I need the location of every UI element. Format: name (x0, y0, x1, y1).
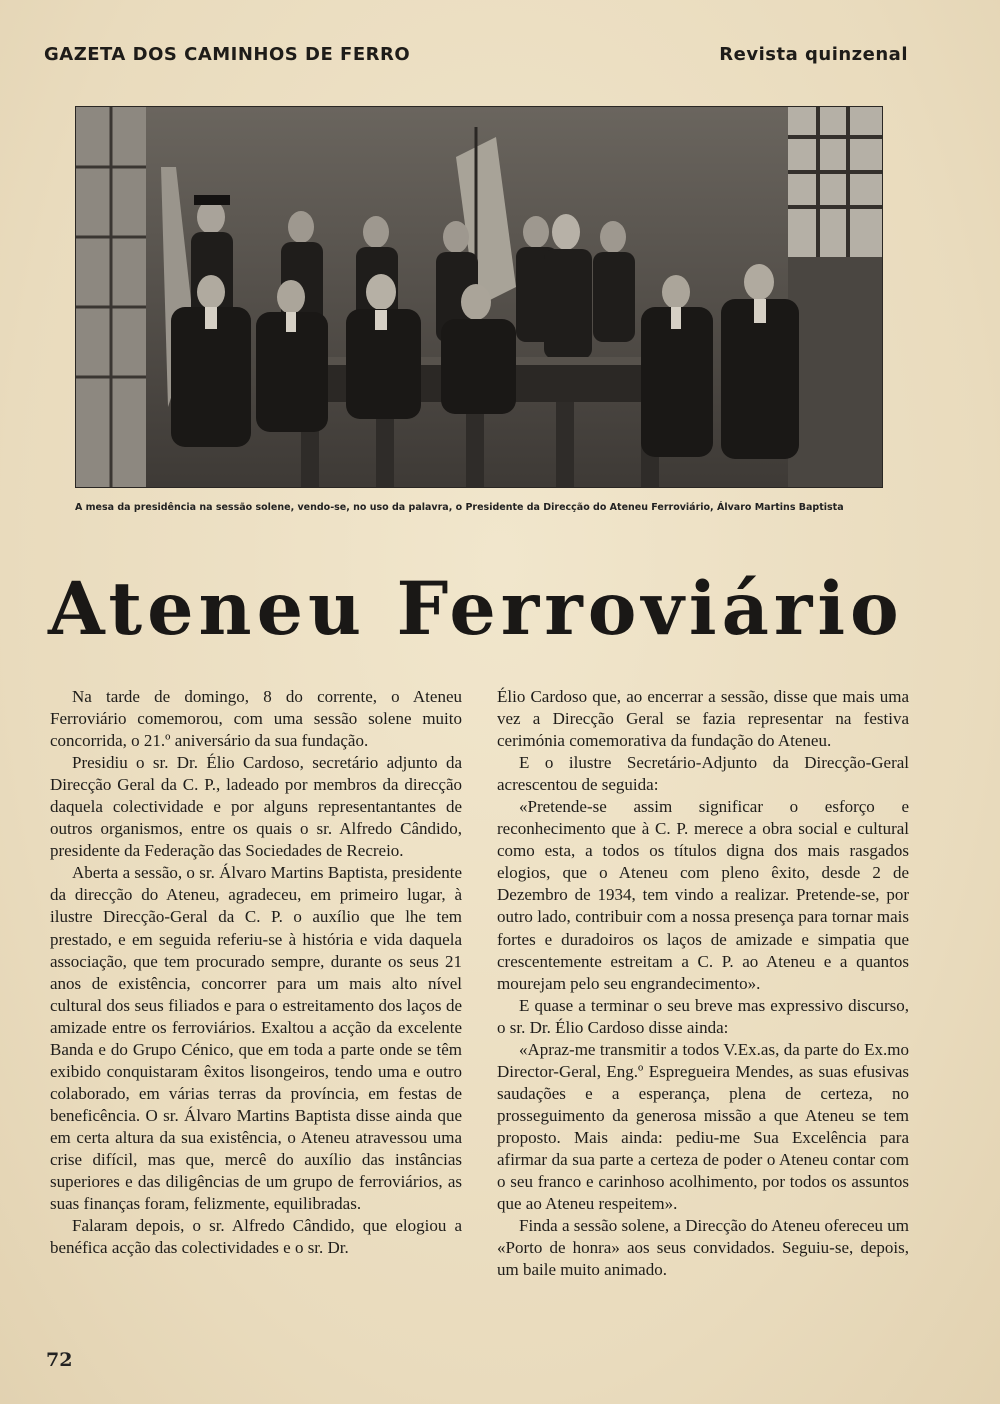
ceremony-photo (75, 106, 883, 488)
ceremony-photo-illustration (76, 107, 882, 487)
paragraph: Presidiu o sr. Dr. Élio Cardoso, secretário adjunto da Direcção Geral da C. P., ladeado por membros da direcção daquela colectividade e por alguns representantantes de outros organismos, entre os quais o sr. Alfredo Cândido, presidente da Federação das Sociedades de Recreio. (50, 753, 462, 861)
publication-frequency: Revista quinzenal (719, 44, 908, 65)
article-title: Ateneu Ferroviário (48, 566, 904, 652)
article-column-right (497, 686, 909, 1281)
publication-title: GAZETA DOS CAMINHOS DE FERRO (44, 44, 411, 65)
photo-caption: A mesa da presidência na sessão solene, vendo-se, no uso da palavra, o Presidente da Direcção do Ateneu Ferroviário, Álvaro Martins Baptista (75, 502, 844, 513)
article-column-left (50, 686, 462, 1259)
page-number: 72 (46, 1349, 73, 1371)
paragraph: E quase a terminar o seu breve mas expressivo discurso, o sr. Dr. Élio Cardoso disse ainda: (497, 995, 909, 1037)
paragraph: E o ilustre Secretário-Adjunto da Direcção-Geral acrescentou de seguida: (497, 753, 909, 795)
paragraph: «Apraz-me transmitir a todos V.Ex.as, da parte do Ex.mo Director-Geral, Eng.º Espregueira Mendes, as suas efusivas saudações e a esperança, plena de certeza, no prosseguimento da generosa missão a que Ateneu se tem proposto. Mais ainda: pediu-me Sua Excelência para afirmar da sua parte a certeza de poder o Ateneu contar com o seu franco e carinhoso acolhimento, por todos os assuntos que ao Ateneu respeitem». (497, 1039, 909, 1214)
paragraph: Aberta a sessão, o sr. Álvaro Martins Baptista, presidente da direcção do Ateneu, agradeceu, em primeiro lugar, à ilustre Direcção-Geral da C. P. o auxílio que lhe tem prestado, e em seguida referiu-se à história e vida daquela associação, que tem procurado sempre, durante os seus 21 anos de existência, concorrer para um mais alto nível cultural dos seus filiados e para o estreitamento dos laços de amizade entre os ferroviários. Exaltou a acção da excelente Banda e do Grupo Cénico, que em toda a parte onde se têm exibido conquistaram êxitos lisongeiros, tendo uma e outro colaborado, em várias terras da província, em festas de beneficência. O sr. Álvaro Martins Baptista disse ainda que em certa altura da sua existência, o Ateneu atravessou uma crise difícil, mas que, mercê do auxílio das instâncias superiores e das diligências de um grupo de ferroviários, as suas finanças foram, felizmente, equilibradas. (50, 863, 462, 1214)
paragraph: Élio Cardoso que, ao encerrar a sessão, disse que mais uma vez a Direcção Geral se fazia representar na festiva cerimónia comemorativa da fundação do Ateneu. (497, 687, 909, 751)
paragraph: «Pretende-se assim significar o esforço e reconhecimento que à C. P. merece a obra social e cultural como esta, a todos os títulos digna dos mais rasgados elogios, que o Ateneu com pleno êxito, desde 2 de Dezembro de 1934, tem vindo a realizar. Pretende-se, por outro lado, contribuir com a nossa presença para tornar mais fortes e duradoiros os laços de amizade e simpatia que crescentemente estreitam a C. P. ao Ateneu e a quantos mourejam pelo seu engrandecimento». (497, 797, 909, 993)
paragraph: Falaram depois, o sr. Alfredo Cândido, que elogiou a benéfica acção das colectividades e o sr. Dr. (50, 1216, 462, 1258)
paragraph: Finda a sessão solene, a Direcção do Ateneu ofereceu um «Porto de honra» aos seus convidados. Seguiu-se, depois, um baile muito animado. (497, 1216, 909, 1280)
paragraph: Na tarde de domingo, 8 do corrente, o Ateneu Ferroviário comemorou, com uma sessão solene muito concorrida, o 21.º aniversário da sua fundação. (50, 687, 462, 751)
